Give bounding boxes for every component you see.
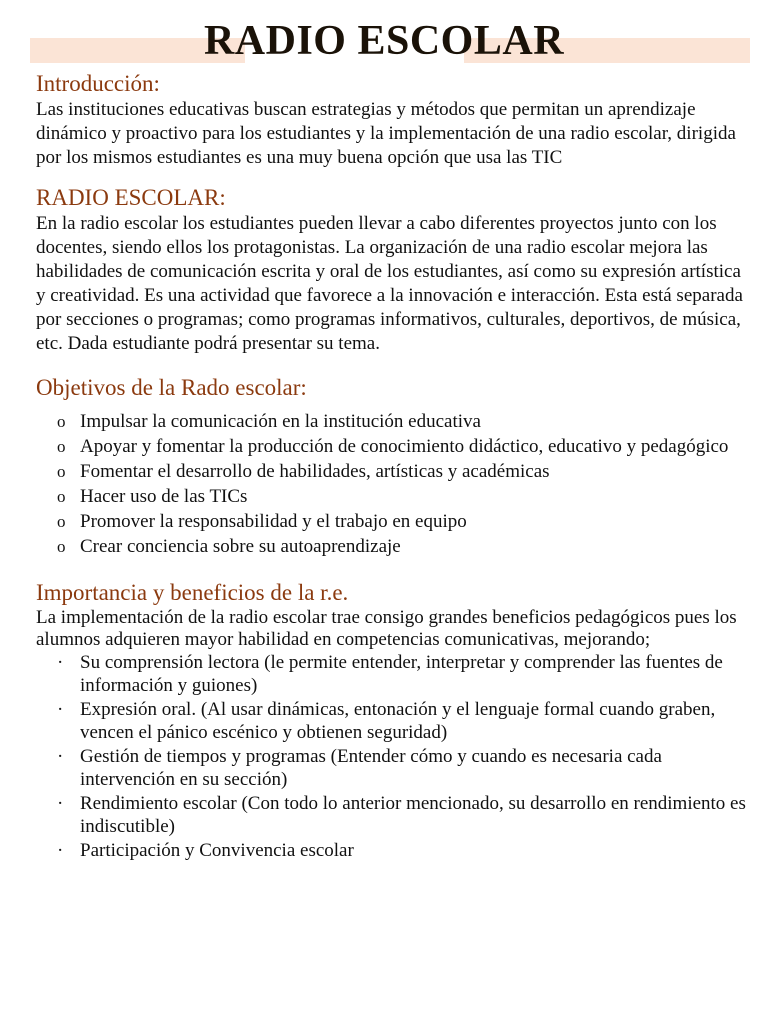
list-item <box>36 745 752 791</box>
section-objetivos <box>36 374 752 559</box>
hollow-bullet-icon: o <box>57 412 66 431</box>
list-item-text: Crear conciencia sobre su autoaprendizaje <box>80 536 401 557</box>
list-item-text: Fomentar el desarrollo de habilidades, artísticas y académicas <box>80 461 550 482</box>
list-item-text: Apoyar y fomentar la producción de conocimiento didáctico, educativo y pedagógico <box>80 436 729 457</box>
hollow-bullet-icon: o <box>57 437 66 456</box>
list-item-text: Participación y Convivencia escolar <box>80 840 354 861</box>
title-clip <box>0 0 768 64</box>
hollow-bullet-icon: o <box>57 537 66 556</box>
section-heading: Objetivos de la Rado escolar: <box>36 375 307 400</box>
list-item-text: Rendimiento escolar (Con todo lo anterior mencionado, su desarrollo en rendimiento es indiscutible) <box>80 793 746 837</box>
list-item <box>36 651 752 697</box>
list-item <box>36 535 752 559</box>
list-item <box>36 839 752 862</box>
section-heading: Importancia y beneficios de la r.e. <box>36 580 349 605</box>
title-area <box>0 0 768 70</box>
section-radio-escolar <box>36 184 752 356</box>
section-paragraph: En la radio escolar los estudiantes pueden llevar a cabo diferentes proyectos junto con los docentes, siendo ellos los protagonistas. La organización de una radio escolar mejora las habilidades de comunicación escrita y oral de los estudiantes, así como su expresión artística y creatividad. Es una actividad que favorece a la innovación e interacción. Esta está separada por secciones o programas; como programas informativos, culturales, deportivos, de música, etc. Dada estudiante podrá presentar su tema. <box>36 213 743 354</box>
section-importancia <box>36 579 752 862</box>
list-item-text: Hacer uso de las TICs <box>80 486 248 507</box>
section-paragraph: Las instituciones educativas buscan estrategias y métodos que permitan un aprendizaje dinámico y proactivo para los estudiantes y la implementación de una radio escolar, dirigida por los mismos estudiantes es una muy buena opción que usa las TIC <box>36 99 736 168</box>
list-item-text: Expresión oral. (Al usar dinámicas, entonación y el lenguaje formal cuando graben, vencen el pánico escénico y obtienen seguridad) <box>80 699 716 743</box>
page-title: RADIO ESCOLAR <box>203 18 565 64</box>
dot-bullet-icon: · <box>57 746 64 767</box>
section-heading: RADIO ESCOLAR: <box>36 185 226 210</box>
dot-bullet-icon: · <box>57 793 64 814</box>
dot-bullet-icon: · <box>57 652 64 673</box>
objectives-list <box>36 410 752 559</box>
document-body <box>36 70 752 863</box>
list-item-text: Promover la responsabilidad y el trabajo en equipo <box>80 511 467 532</box>
list-item-text: Su comprensión lectora (le permite entender, interpretar y comprender las fuentes de información y guiones) <box>80 652 723 696</box>
list-item <box>36 435 752 459</box>
list-item <box>36 460 752 484</box>
list-item-text: Gestión de tiempos y programas (Entender cómo y cuando es necesaria cada intervención en su sección) <box>80 746 662 790</box>
hollow-bullet-icon: o <box>57 487 66 506</box>
benefits-list <box>36 651 752 862</box>
list-item <box>36 510 752 534</box>
list-item <box>36 485 752 509</box>
list-item <box>36 410 752 434</box>
hollow-bullet-icon: o <box>57 512 66 531</box>
dot-bullet-icon: · <box>57 840 64 861</box>
section-introduccion <box>36 70 752 170</box>
dot-bullet-icon: · <box>57 699 64 720</box>
section-paragraph: La implementación de la radio escolar trae consigo grandes beneficios pedagógicos pues los alumnos adquieren mayor habilidad en competencias comunicativas, mejorando; <box>36 607 737 650</box>
list-item <box>36 698 752 744</box>
list-item-text: Impulsar la comunicación en la institución educativa <box>80 411 481 432</box>
section-heading: Introducción: <box>36 71 160 96</box>
hollow-bullet-icon: o <box>57 462 66 481</box>
list-item <box>36 792 752 838</box>
